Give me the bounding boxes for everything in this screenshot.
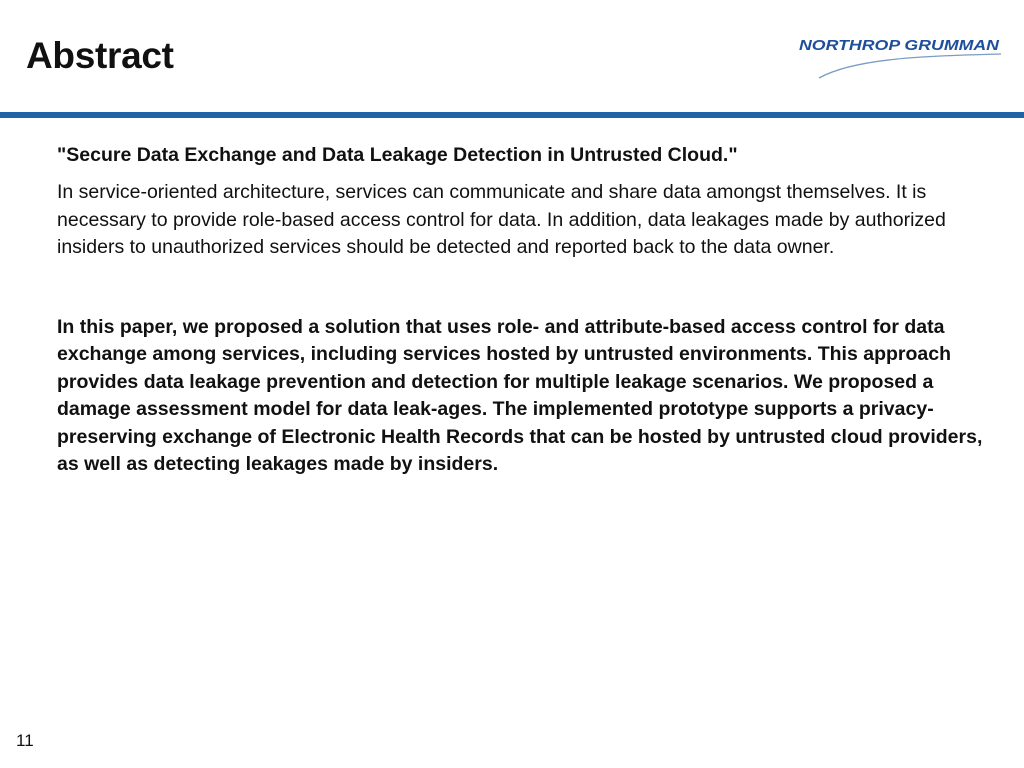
abstract-paragraph-2: In this paper, we proposed a solution that uses role- and attribute-based access control for data exchange among services, including services hosted by untrusted environments. This approach provides data leakage prevention and detection for multiple leakage scenarios. We proposed a damage assessment model for data leak-ages. The implemented prototype supports a privacy-preserving exchange of Electronic Health Records that can be hosted by untrusted cloud providers, as well as detecting leakages made by insiders. xyxy=(57,315,983,475)
paper-title: "Secure Data Exchange and Data Leakage Detection in Untrusted Cloud." xyxy=(57,144,738,166)
header-divider xyxy=(0,112,1024,118)
svg-text:NORTHROP GRUMMAN: NORTHROP GRUMMAN xyxy=(799,38,1000,54)
slide-title: Abstract xyxy=(26,35,174,76)
abstract-paragraph-1: In service-oriented architecture, services can communicate and share data amongst themselves. It is necessary to provide role-based access control for data. In addition, data leakages made by authorized insiders to unauthorized services should be detected and reported back to the data owner. xyxy=(57,181,946,258)
abstract-body xyxy=(57,141,987,479)
northrop-grumman-logo xyxy=(795,34,1005,84)
page-number: 11 xyxy=(16,731,34,750)
